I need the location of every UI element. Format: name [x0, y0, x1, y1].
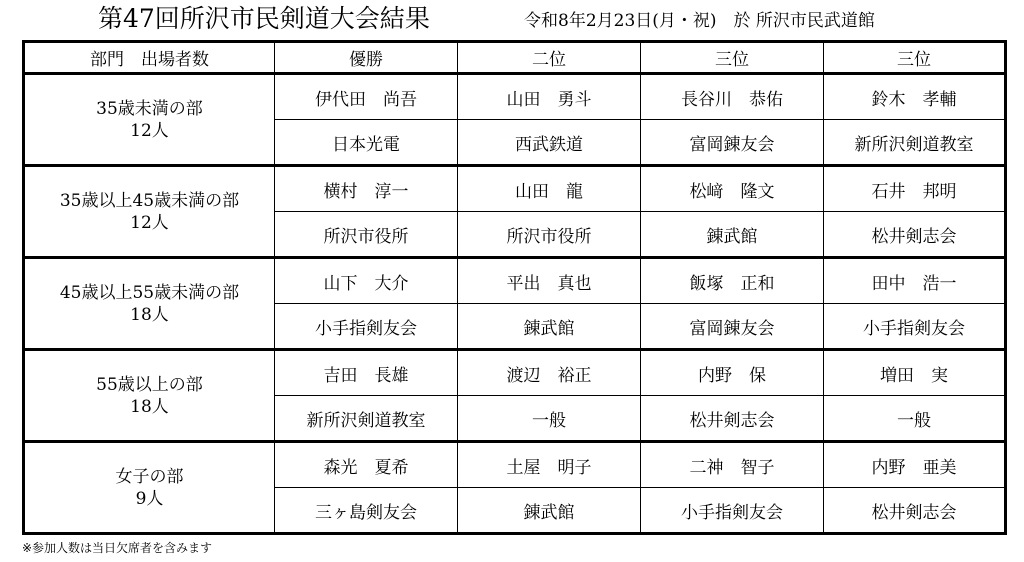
winner-club: 新所沢剣道教室	[275, 396, 458, 442]
second-name: 平出 真也	[458, 258, 641, 304]
division-name: 45歳以上55歳未満の部	[59, 282, 240, 303]
column-header-third-a: 三位	[641, 42, 824, 74]
third-name-a: 長谷川 恭佑	[641, 74, 824, 120]
division-cell	[24, 442, 275, 534]
winner-club: 三ヶ島剣友会	[275, 488, 458, 534]
table-row	[24, 74, 1006, 120]
second-club: 錬武館	[458, 488, 641, 534]
division-cell	[24, 258, 275, 350]
winner-club: 小手指剣友会	[275, 304, 458, 350]
winner-name: 森光 夏希	[275, 442, 458, 488]
table-row	[24, 442, 1006, 488]
table-row	[24, 166, 1006, 212]
third-name-b: 石井 邦明	[824, 166, 1006, 212]
third-name-a: 内野 保	[641, 350, 824, 396]
column-header-third-b: 三位	[824, 42, 1006, 74]
division-name: 35歳以上45歳未満の部	[59, 190, 240, 211]
third-name-b: 鈴木 孝輔	[824, 74, 1006, 120]
winner-name: 吉田 長雄	[275, 350, 458, 396]
division-cell	[24, 166, 275, 258]
third-name-a: 松﨑 隆文	[641, 166, 824, 212]
winner-club: 日本光電	[275, 120, 458, 166]
page-title: 第47回所沢市民剣道大会結果	[98, 4, 430, 33]
division-name: 女子の部	[115, 466, 184, 487]
participant-count: 12人	[130, 212, 169, 233]
third-name-b: 増田 実	[824, 350, 1006, 396]
participant-count: 12人	[130, 120, 169, 141]
division-cell	[24, 74, 275, 166]
participant-count: 18人	[130, 396, 169, 417]
participant-count: 18人	[130, 304, 169, 325]
third-name-a: 二神 智子	[641, 442, 824, 488]
third-club-a: 松井剣志会	[641, 396, 824, 442]
winner-name: 横村 淳一	[275, 166, 458, 212]
third-club-b: 新所沢剣道教室	[824, 120, 1006, 166]
third-club-b: 一般	[824, 396, 1006, 442]
third-club-b: 松井剣志会	[824, 488, 1006, 534]
second-club: 一般	[458, 396, 641, 442]
winner-club: 所沢市役所	[275, 212, 458, 258]
event-date-venue: 令和8年2月23日(月・祝) 於 所沢市民武道館	[524, 11, 875, 31]
column-header-division: 部門 出場者数	[24, 42, 275, 74]
title-row	[0, 0, 1024, 40]
third-name-a: 飯塚 正和	[641, 258, 824, 304]
column-header-winner: 優勝	[275, 42, 458, 74]
division-cell	[24, 350, 275, 442]
third-club-b: 松井剣志会	[824, 212, 1006, 258]
table-row	[24, 258, 1006, 304]
second-club: 所沢市役所	[458, 212, 641, 258]
second-name: 渡辺 裕正	[458, 350, 641, 396]
second-name: 土屋 明子	[458, 442, 641, 488]
third-name-b: 内野 亜美	[824, 442, 1006, 488]
results-table	[22, 40, 1007, 535]
third-club-a: 富岡錬友会	[641, 120, 824, 166]
participant-count: 9人	[135, 488, 164, 509]
winner-name: 山下 大介	[275, 258, 458, 304]
second-club: 錬武館	[458, 304, 641, 350]
column-header-second: 二位	[458, 42, 641, 74]
third-club-a: 富岡錬友会	[641, 304, 824, 350]
second-club: 西武鉄道	[458, 120, 641, 166]
second-name: 山田 龍	[458, 166, 641, 212]
third-name-b: 田中 浩一	[824, 258, 1006, 304]
third-club-b: 小手指剣友会	[824, 304, 1006, 350]
division-name: 55歳以上の部	[96, 374, 203, 395]
division-name: 35歳未満の部	[96, 98, 203, 119]
second-name: 山田 勇斗	[458, 74, 641, 120]
third-club-a: 錬武館	[641, 212, 824, 258]
third-club-a: 小手指剣友会	[641, 488, 824, 534]
winner-name: 伊代田 尚吾	[275, 74, 458, 120]
footnote: ※参加人数は当日欠席者を含みます	[22, 541, 213, 555]
table-row	[24, 350, 1006, 396]
header-row	[24, 42, 1006, 74]
